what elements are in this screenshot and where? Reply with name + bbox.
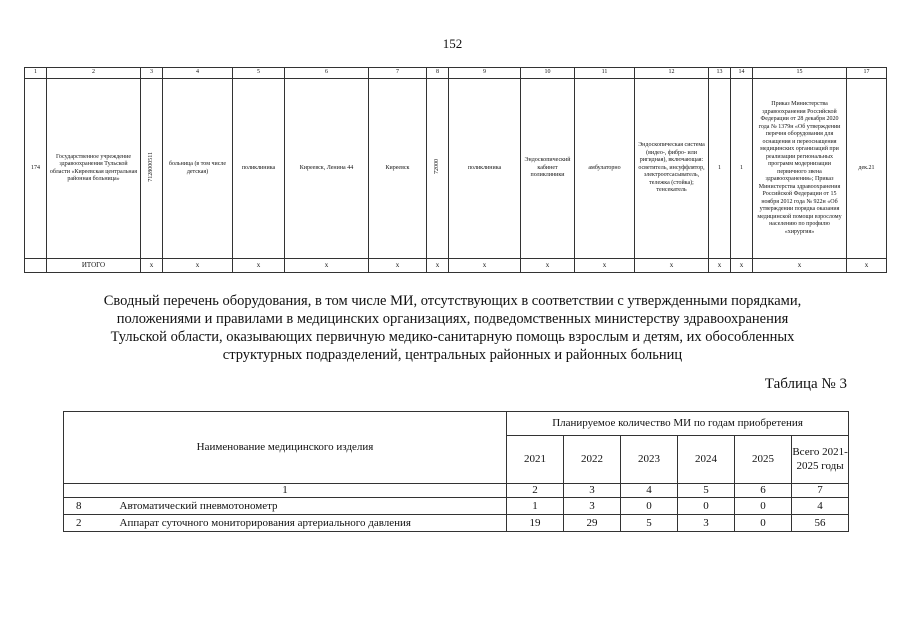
empty-cell [25, 259, 47, 273]
total-cell: x [141, 259, 163, 273]
city-cell: Киреевск [369, 79, 427, 259]
value-cell: 56 [792, 515, 849, 532]
total-cell: x [709, 259, 731, 273]
table-row [25, 79, 887, 259]
col-number: 5 [233, 68, 285, 79]
heading-line: Тульской области, оказывающих первичную медико-санитарную помощь взрослым и детям, их обособленных [110, 329, 795, 345]
col-number: 6 [735, 484, 792, 498]
heading-line: положениями и правилами в медицинских организациях, подведомственных министерству здравоохранения [116, 311, 789, 327]
col-number: 14 [731, 68, 753, 79]
name-column-header: Наименование медицинского изделия [64, 412, 507, 484]
care-type-cell: амбулаторно [575, 79, 635, 259]
value-cell: 3 [564, 498, 621, 515]
year-header: 2025 [735, 436, 792, 484]
col-number: 1 [64, 484, 507, 498]
total-cell: x [731, 259, 753, 273]
total-header: Всего 2021-2025 годы [792, 436, 849, 484]
value-cell: 0 [678, 498, 735, 515]
col-number: 11 [575, 68, 635, 79]
address-cell: Киреевск, Ленина 44 [285, 79, 369, 259]
col-number: 3 [141, 68, 163, 79]
table-row [64, 498, 849, 515]
planned-equipment-table [63, 411, 849, 532]
year-header: 2023 [621, 436, 678, 484]
col-number: 8 [427, 68, 449, 79]
year-header: 2021 [507, 436, 564, 484]
col-number: 5 [678, 484, 735, 498]
heading-line: структурных подразделений, центральных районных и районных больниц [222, 347, 683, 363]
quantity-cell: 1 [731, 79, 753, 259]
table-label: Таблица № 3 [764, 376, 847, 392]
total-row [25, 259, 887, 273]
group-header: Планируемое количество МИ по годам приобретения [507, 412, 849, 436]
facility-cell: больница (в том числе детская) [163, 79, 233, 259]
section-heading [60, 292, 845, 364]
item-name: Автоматический пневмотонометр [92, 498, 507, 515]
total-cell: x [369, 259, 427, 273]
value-cell: 5 [621, 515, 678, 532]
col-number: 9 [449, 68, 521, 79]
col-number: 7 [369, 68, 427, 79]
row-number: 174 [25, 79, 47, 259]
division-cell: поликлиника [233, 79, 285, 259]
period-cell: дек.21 [847, 79, 887, 259]
col-number: 4 [621, 484, 678, 498]
col-number: 17 [847, 68, 887, 79]
basis-cell: Приказ Министерства здравоохранения Российской Федерации от 28 декабря 2020 года № 1379н «Об утверждении перечня оборудования для оснащения и переоснащения медицинских организаций при реализации региональных программ модернизации первичного звена здравоохранения»; Приказ Министерства здравоохранения Российской Федерации от 15 ноября 2012 года № 922н «Об утверждении порядка оказания медицинской помощи взрослому населению по профилю «хирургия» [753, 79, 847, 259]
equipment-cell: Эндоскопическая система (видео-, фибро- или ригидная), включающая: осветитель, инсуффлятор, электроотсасыватель, тележка (стойка); тенсекатель [635, 79, 709, 259]
col-number: 12 [635, 68, 709, 79]
equipment-detail-table [24, 67, 887, 273]
col-number: 13 [709, 68, 731, 79]
total-cell: x [753, 259, 847, 273]
total-cell: x [285, 259, 369, 273]
col-number: 6 [285, 68, 369, 79]
total-cell: x [233, 259, 285, 273]
col-number: 4 [163, 68, 233, 79]
col-number: 2 [507, 484, 564, 498]
col-number: 2 [47, 68, 141, 79]
total-label: ИТОГО [47, 259, 141, 273]
quantity-cell: 1 [709, 79, 731, 259]
table-row [64, 515, 849, 532]
department-cell: поликлиника [449, 79, 521, 259]
year-header: 2024 [678, 436, 735, 484]
row-number: 8 [64, 498, 92, 515]
institution-cell: Государственное учреждение здравоохранения Тульской области «Киреевская центральная районная больница» [47, 79, 141, 259]
value-cell: 19 [507, 515, 564, 532]
total-cell: x [635, 259, 709, 273]
item-name: Аппарат суточного мониторирования артериального давления [92, 515, 507, 532]
total-cell: x [575, 259, 635, 273]
total-cell: x [163, 259, 233, 273]
row-number: 2 [64, 515, 92, 532]
value-cell: 0 [621, 498, 678, 515]
value-cell: 29 [564, 515, 621, 532]
page-number: 152 [442, 36, 463, 51]
col-number: 1 [25, 68, 47, 79]
value-cell: 3 [678, 515, 735, 532]
col-number: 10 [521, 68, 575, 79]
col-number: 7 [792, 484, 849, 498]
value-cell: 4 [792, 498, 849, 515]
code-cell: 7128000511 [141, 79, 163, 259]
col-number: 3 [564, 484, 621, 498]
total-cell: x [847, 259, 887, 273]
year-header: 2022 [564, 436, 621, 484]
value-cell: 0 [735, 498, 792, 515]
column-number-row [25, 68, 887, 79]
value-cell: 0 [735, 515, 792, 532]
value-cell: 1 [507, 498, 564, 515]
col-number: 15 [753, 68, 847, 79]
total-cell: x [427, 259, 449, 273]
code2-cell: 72000 [427, 79, 449, 259]
column-number-row [64, 484, 849, 498]
heading-line: Сводный перечень оборудования, в том числе МИ, отсутствующих в соответствии с утвержденными порядками, [103, 293, 802, 309]
total-cell: x [449, 259, 521, 273]
total-cell: x [521, 259, 575, 273]
room-cell: Эндоскопический кабинет поликлиники [521, 79, 575, 259]
